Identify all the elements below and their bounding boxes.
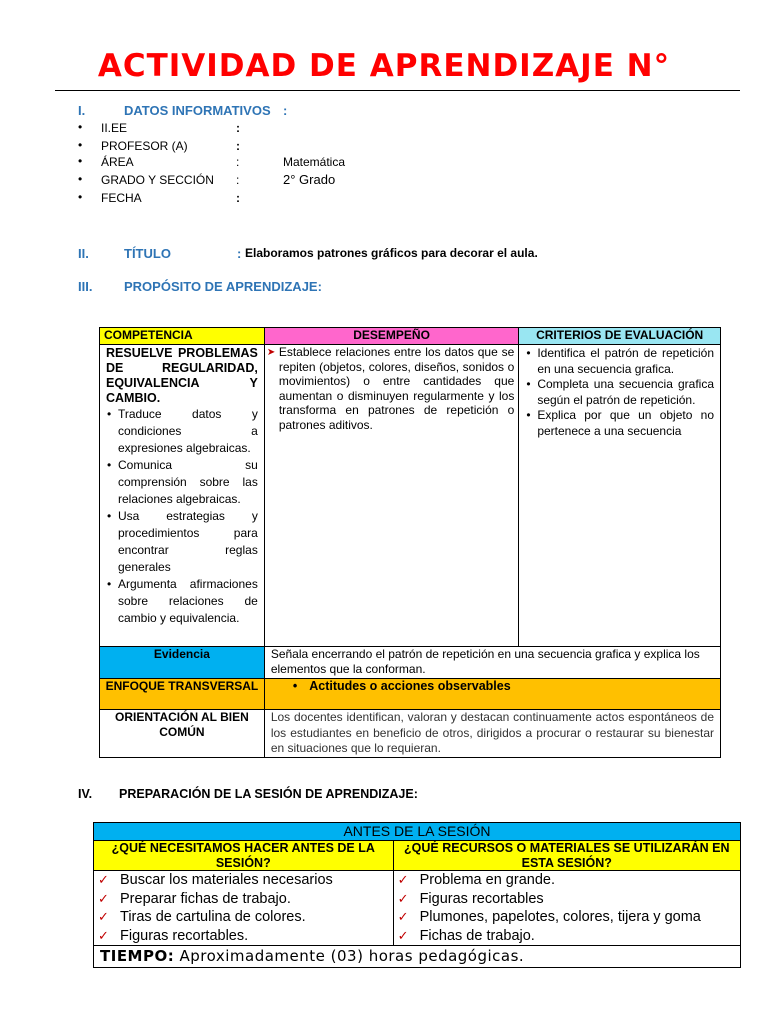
competency-table <box>99 327 721 758</box>
capacity-item: • Comunica su comprensión sobre las relaciones algebraicas. <box>118 457 258 508</box>
checkmark-icon: ✓ <box>98 872 109 887</box>
info-label: FECHA <box>101 191 142 205</box>
info-value: 2° Grado <box>283 172 336 187</box>
resource-item <box>398 927 736 946</box>
info-colon: : <box>236 173 240 187</box>
tasks-cell <box>94 871 394 946</box>
enfoque-text: Actitudes o acciones observables <box>309 679 511 693</box>
section-3-heading: PROPÓSITO DE APRENDIZAJE: <box>124 279 322 294</box>
evidencia-label: Evidencia <box>100 647 265 679</box>
bullet-icon: • <box>78 120 83 134</box>
resource-item <box>398 871 736 890</box>
checkmark-icon: ✓ <box>397 872 409 887</box>
resource-item <box>398 890 736 909</box>
checkmark-icon: ✓ <box>397 909 409 924</box>
evidencia-text: Señala encerrando el patrón de repetición en una secuencia grafica y explica los elementos que la conforman. <box>264 647 720 679</box>
arrow-bullet-icon: ➤ <box>266 347 276 358</box>
section-2-colon: : <box>237 246 242 261</box>
info-colon: : <box>236 155 240 169</box>
bullet-icon: • <box>78 138 83 152</box>
capacity-item: • Traduce datos y condiciones a expresiones algebraicas. <box>118 406 258 457</box>
task-item <box>98 927 389 946</box>
info-label: ÁREA <box>101 155 134 169</box>
header-criterios: CRITERIOS DE EVALUACIÓN <box>519 328 721 345</box>
header-competencia: COMPETENCIA <box>100 328 265 345</box>
resource-text: Figuras recortables <box>419 890 544 907</box>
checkmark-icon: ✓ <box>397 890 409 906</box>
session-prep-table <box>93 822 741 968</box>
task-text: Buscar los materiales necesarios <box>120 872 333 888</box>
session-title: Elaboramos patrones gráficos para decorar el aula. <box>245 246 538 260</box>
capacity-item: • Argumenta afirmaciones sobre relaciones de cambio y equivalencia. <box>118 576 258 627</box>
section-2-heading: TÍTULO <box>124 246 171 261</box>
enfoque-label: ENFOQUE TRANSVERSAL <box>100 679 265 710</box>
criteria-item: • Explica por que un objeto no pertenece a una secuencia <box>537 408 714 439</box>
resource-text: Problema en grande. <box>419 872 555 888</box>
orientacion-label: ORIENTACIÓN AL BIEN COMÚN <box>100 710 265 758</box>
task-item <box>98 871 389 890</box>
header-recursos: ¿QUÉ RECURSOS O MATERIALES SE UTILIZARÁN EN ESTA SESIÓN? <box>393 841 740 871</box>
task-item <box>98 908 389 927</box>
resources-cell <box>393 871 740 946</box>
section-2-number: II. <box>78 246 89 261</box>
capacity-list <box>106 406 258 627</box>
section-4-heading: PREPARACIÓN DE LA SESIÓN DE APRENDIZAJE: <box>119 787 418 801</box>
competency-cell <box>100 345 265 647</box>
info-value: Matemática <box>283 155 346 169</box>
info-colon: : <box>236 139 240 153</box>
capacity-item: • Usa estrategias y procedimientos para encontrar reglas generales <box>118 508 258 576</box>
task-item <box>98 890 389 909</box>
section-1-number: I. <box>78 103 86 118</box>
checkmark-icon: ✓ <box>98 909 109 924</box>
header-desempeno: DESEMPEÑO <box>264 328 519 345</box>
criteria-list <box>525 346 714 439</box>
task-text: Figuras recortables. <box>120 927 249 944</box>
info-colon: : <box>236 121 240 135</box>
header-que-hacer: ¿QUÉ NECESITAMOS HACER ANTES DE LA SESIÓN? <box>94 841 394 871</box>
info-label: GRADO Y SECCIÓN <box>101 173 214 187</box>
resource-text: Plumones, papelotes, colores, tijera y goma <box>419 909 701 925</box>
tiempo-row <box>94 946 741 968</box>
resource-text: Fichas de trabajo. <box>419 927 535 944</box>
resource-item <box>398 908 736 927</box>
bullet-icon: • <box>78 172 83 186</box>
title-divider <box>55 90 740 91</box>
tiempo-label: TIEMPO: <box>100 947 175 965</box>
tiempo-text: Aproximadamente (03) horas pedagógicas. <box>179 947 525 965</box>
orientacion-text: Los docentes identifican, valoran y destacan continuamente actos espontáneos de los estudiantes en beneficio de otros, dirigidos a procurar o restaurar su bienestar en situaciones que lo requieran. <box>264 710 720 758</box>
checkmark-icon: ✓ <box>98 927 109 943</box>
info-label: II.EE <box>101 121 128 135</box>
enfoque-cell <box>264 679 720 710</box>
bullet-icon: • <box>292 679 298 693</box>
section-4-number: IV. <box>78 787 93 801</box>
bullet-icon: • <box>78 154 83 168</box>
competency-title: RESUELVE PROBLEMAS DE REGULARIDAD, EQUIVALENCIA Y CAMBIO. <box>106 346 258 405</box>
antes-sesion-header: ANTES DE LA SESIÓN <box>94 823 741 841</box>
criterios-cell <box>519 345 721 647</box>
info-colon: : <box>236 191 240 205</box>
task-text: Tiras de cartulina de colores. <box>120 909 306 925</box>
task-text: Preparar fichas de trabajo. <box>120 890 291 907</box>
page-title: ACTIVIDAD DE APRENDIZAJE N° <box>97 48 671 84</box>
bullet-icon: • <box>78 190 83 204</box>
section-1-colon: : <box>283 103 288 118</box>
desempeno-cell <box>264 345 519 647</box>
desempeno-text: Establece relaciones entre los datos que se repiten (objetos, colores, diseños, sonidos o movimientos) o entre cantidades que aumentan o disminuyen regularmente y los transforma en patrones de repetición o patrones aditivos. <box>278 345 515 432</box>
criteria-item: • Completa una secuencia grafica según el patrón de repetición. <box>537 377 714 408</box>
info-label: PROFESOR (A) <box>101 139 188 153</box>
criteria-item: • Identifica el patrón de repetición en una secuencia grafica. <box>537 346 714 377</box>
checkmark-icon: ✓ <box>98 890 109 906</box>
section-3-number: III. <box>78 279 93 294</box>
section-1-heading: DATOS INFORMATIVOS <box>124 103 271 118</box>
checkmark-icon: ✓ <box>397 927 409 943</box>
